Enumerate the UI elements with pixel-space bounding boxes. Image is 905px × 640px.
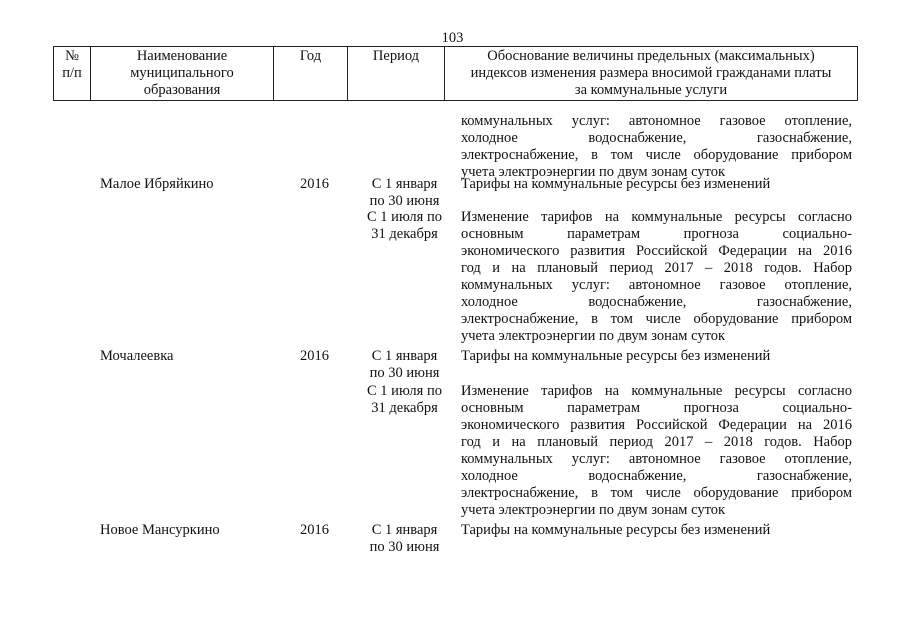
row-1-period-2: С 1 июля по 31 декабря <box>367 209 442 242</box>
row-2-period-1: С 1 января по 30 июня <box>369 348 440 381</box>
row-1-desc-2 <box>461 209 852 345</box>
row-2-period-2: С 1 июля по 31 декабря <box>367 383 442 416</box>
header-period <box>348 47 445 101</box>
text-line: электроснабжение, в том числе оборудование прибором <box>461 485 852 501</box>
continuation-text <box>461 113 852 181</box>
text-line: основным параметрам прогноза социально- <box>461 226 852 242</box>
row-3-year: 2016 <box>300 522 329 538</box>
header-justification-text: Обоснование величины предельных (максимальных) индексов изменения размера вносимой гражданами платы за коммунальные услуги <box>470 48 832 98</box>
row-1-name: Малое Ибряйкино <box>100 176 214 192</box>
text-line: год и на плановый период 2017 – 2018 годов. Набор <box>461 260 852 276</box>
text-line: коммунальных услуг: автономное газовое отопление, <box>461 113 852 129</box>
header-name-text: Наименование муниципального образования <box>130 48 234 98</box>
text-line: учета электроэнергии по двум зонам суток <box>461 502 726 518</box>
header-name <box>91 47 274 101</box>
header-num <box>54 47 91 101</box>
row-1-year: 2016 <box>300 176 329 192</box>
text-line: учета электроэнергии по двум зонам суток <box>461 164 726 180</box>
text-line: электроснабжение, в том числе оборудование прибором <box>461 311 852 327</box>
row-2-year: 2016 <box>300 348 329 364</box>
text-line: экономического развития Российской Федерации на 2016 <box>461 417 852 433</box>
text-line: электроснабжение, в том числе оборудование прибором <box>461 147 852 163</box>
table-header <box>53 46 858 101</box>
text-line: коммунальных услуг: автономное газовое отопление, <box>461 451 852 467</box>
text-line: холодное водоснабжение, газоснабжение, <box>461 294 852 310</box>
header-year-text: Год <box>299 48 322 64</box>
row-3-name: Новое Мансуркино <box>100 522 220 538</box>
header-year <box>274 47 348 101</box>
header-period-text: Период <box>372 48 420 64</box>
text-line: Изменение тарифов на коммунальные ресурсы согласно <box>461 383 852 399</box>
row-1-desc-1: Тарифы на коммунальные ресурсы без изменений <box>461 176 771 192</box>
page-number: 103 <box>441 30 464 46</box>
row-3-desc-1: Тарифы на коммунальные ресурсы без изменений <box>461 522 771 538</box>
row-1-period-1: С 1 января по 30 июня <box>369 176 440 209</box>
text-line: Изменение тарифов на коммунальные ресурсы согласно <box>461 209 852 225</box>
row-2-desc-2 <box>461 383 852 519</box>
row-3-period-1: С 1 января по 30 июня <box>369 522 440 555</box>
row-2-desc-1: Тарифы на коммунальные ресурсы без изменений <box>461 348 771 364</box>
text-line: учета электроэнергии по двум зонам суток <box>461 328 726 344</box>
header-justification <box>445 47 858 101</box>
text-line: экономического развития Российской Федерации на 2016 <box>461 243 852 259</box>
text-line: холодное водоснабжение, газоснабжение, <box>461 468 852 484</box>
text-line: коммунальных услуг: автономное газовое отопление, <box>461 277 852 293</box>
text-line: холодное водоснабжение, газоснабжение, <box>461 130 852 146</box>
text-line: год и на плановый период 2017 – 2018 годов. Набор <box>461 434 852 450</box>
row-2-name: Мочалеевка <box>100 348 174 364</box>
header-num-text: № п/п <box>62 48 82 81</box>
text-line: основным параметрам прогноза социально- <box>461 400 852 416</box>
